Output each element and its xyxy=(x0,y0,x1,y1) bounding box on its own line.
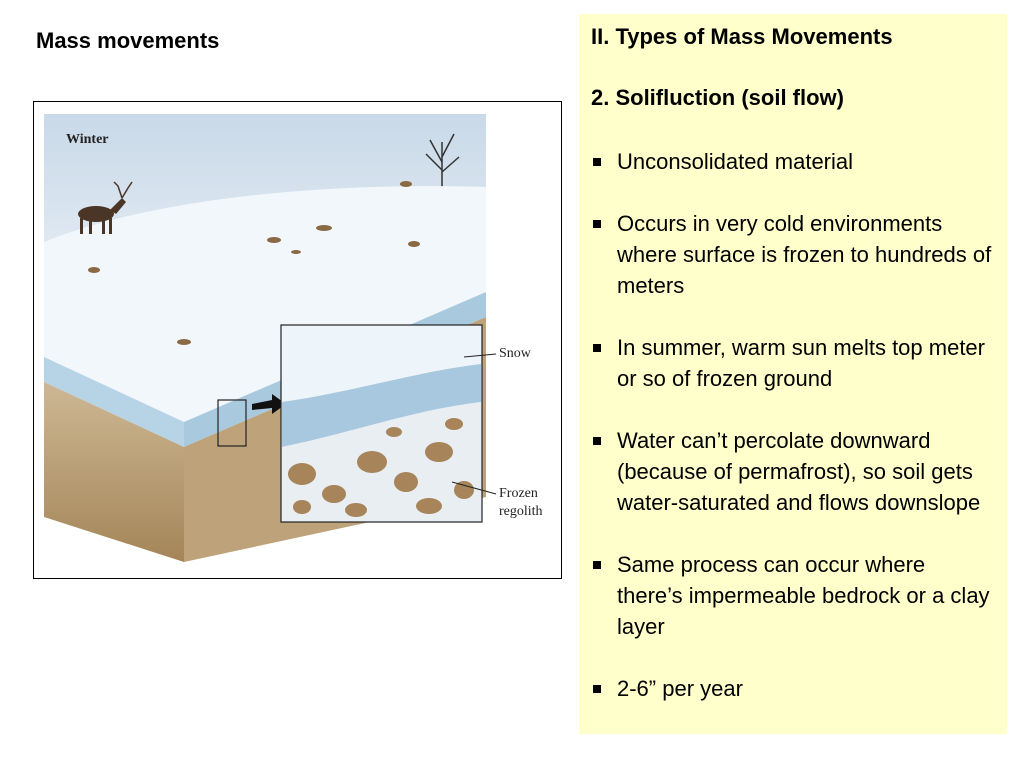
bullet-list xyxy=(591,146,995,704)
square-bullet-icon xyxy=(593,158,601,166)
list-item: Same process can occur where there’s impermeable bedrock or a clay layer xyxy=(591,549,995,642)
list-item: Water can’t percolate downward (because of permafrost), so soil gets water-saturated and flows downslope xyxy=(591,425,995,518)
subsection-title: 2. Solifluction (soil flow) xyxy=(591,85,844,110)
frozen-label: Frozen xyxy=(499,486,538,501)
list-item: Unconsolidated material xyxy=(591,146,995,177)
snow-label: Snow xyxy=(499,346,531,361)
list-item: 2-6” per year xyxy=(591,673,995,704)
list-item: In summer, warm sun melts top meter or so of frozen ground xyxy=(591,332,995,394)
square-bullet-icon xyxy=(593,561,601,569)
solifluction-illustration xyxy=(33,101,562,579)
winter-block-diagram xyxy=(34,102,561,578)
inset-detail xyxy=(281,325,496,522)
info-panel xyxy=(579,14,1007,734)
square-bullet-icon xyxy=(593,685,601,693)
slide-title: Mass movements xyxy=(36,28,220,53)
square-bullet-icon xyxy=(593,220,601,228)
regolith-label: regolith xyxy=(499,504,543,519)
list-item: Occurs in very cold environments where surface is frozen to hundreds of meters xyxy=(591,208,995,301)
section-title: II. Types of Mass Movements xyxy=(591,24,893,49)
square-bullet-icon xyxy=(593,344,601,352)
winter-label: Winter xyxy=(66,132,109,147)
square-bullet-icon xyxy=(593,437,601,445)
